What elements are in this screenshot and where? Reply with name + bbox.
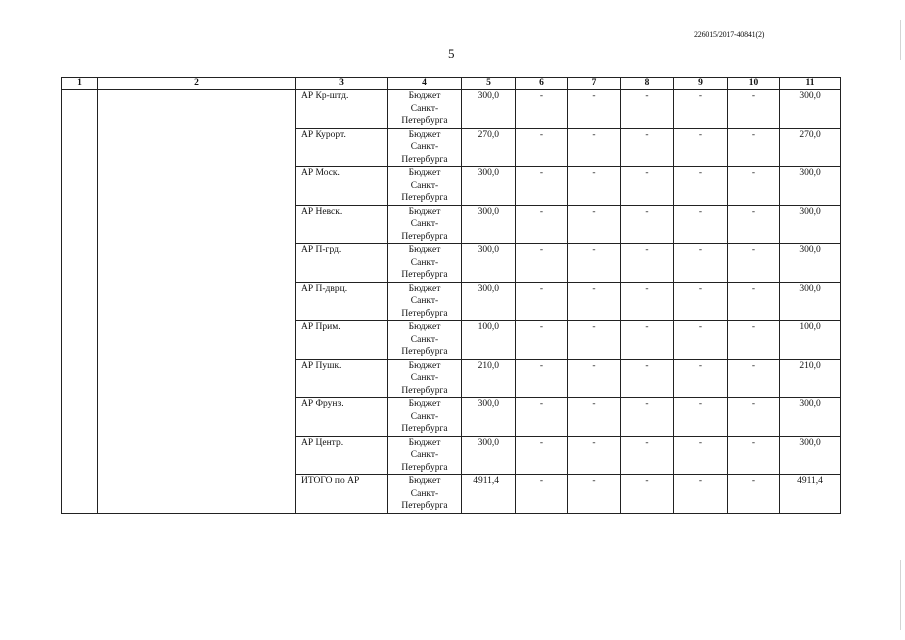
- funding-source-line: Петербурга: [401, 193, 448, 203]
- district-cell: АР Кр-штд.: [296, 90, 388, 129]
- empty-value-cell: -: [516, 244, 568, 283]
- funding-source-cell: [388, 90, 462, 129]
- amount-cell: 300,0: [462, 90, 516, 129]
- empty-value-cell: -: [674, 128, 728, 167]
- funding-source-line: Бюджет: [408, 283, 441, 294]
- empty-value-cell: -: [516, 205, 568, 244]
- amount-cell: 300,0: [462, 205, 516, 244]
- funding-source-line: Санкт-: [410, 411, 439, 422]
- empty-value-cell: -: [728, 205, 780, 244]
- funding-source-cell: [388, 167, 462, 206]
- total-cell: 300,0: [780, 244, 841, 283]
- funding-source-cell: [388, 321, 462, 360]
- funding-source-line: Бюджет: [408, 360, 441, 371]
- funding-source-cell: [388, 205, 462, 244]
- empty-value-cell: -: [568, 436, 621, 475]
- scan-edge-mark: [900, 20, 901, 60]
- district-cell: АР Прим.: [296, 321, 388, 360]
- empty-value-cell: -: [674, 436, 728, 475]
- funding-source-line: Бюджет: [408, 206, 441, 217]
- district-cell: АР Невск.: [296, 205, 388, 244]
- empty-value-cell: -: [728, 90, 780, 129]
- funding-source-line: Петербурга: [401, 347, 448, 357]
- funding-source-line: Бюджет: [408, 245, 441, 255]
- empty-value-cell: -: [516, 128, 568, 167]
- funding-source-cell: [388, 475, 462, 514]
- empty-value-cell: -: [568, 398, 621, 437]
- empty-value-cell: -: [621, 90, 674, 129]
- funding-source-line: Санкт-: [410, 334, 439, 345]
- funding-source-line: Бюджет: [408, 322, 441, 332]
- table-header-row: [62, 78, 841, 90]
- funding-source-cell: [388, 244, 462, 283]
- merged-cell-col-1: [62, 90, 98, 514]
- total-cell: 300,0: [780, 90, 841, 129]
- district-cell: АР Центр.: [296, 436, 388, 475]
- empty-value-cell: -: [568, 128, 621, 167]
- empty-value-cell: -: [621, 244, 674, 283]
- district-cell: АР Курорт.: [296, 128, 388, 167]
- district-cell: АР Пушк.: [296, 359, 388, 398]
- amount-cell: 300,0: [462, 282, 516, 321]
- header-col-11: 11: [780, 78, 841, 90]
- empty-value-cell: -: [621, 436, 674, 475]
- funding-source-line: Санкт-: [410, 296, 439, 306]
- empty-value-cell: -: [568, 244, 621, 283]
- empty-value-cell: -: [728, 244, 780, 283]
- empty-value-cell: -: [516, 475, 568, 514]
- empty-value-cell: -: [621, 282, 674, 321]
- amount-cell: 100,0: [462, 321, 516, 360]
- funding-source-line: Санкт-: [410, 180, 439, 191]
- empty-value-cell: -: [728, 436, 780, 475]
- funding-source-line: Санкт-: [410, 373, 439, 383]
- funding-source-cell: [388, 282, 462, 321]
- budget-table: [61, 77, 841, 514]
- total-cell: 270,0: [780, 128, 841, 167]
- funding-source-line: Петербурга: [401, 116, 448, 126]
- total-cell: 210,0: [780, 359, 841, 398]
- empty-value-cell: -: [728, 475, 780, 514]
- district-cell: ИТОГО по АР: [296, 475, 388, 514]
- empty-value-cell: -: [621, 398, 674, 437]
- funding-source-cell: [388, 398, 462, 437]
- empty-value-cell: -: [674, 90, 728, 129]
- header-col-7: 7: [568, 78, 621, 90]
- funding-source-line: Петербурга: [401, 308, 448, 319]
- district-cell: АР П-дврц.: [296, 282, 388, 321]
- empty-value-cell: -: [728, 128, 780, 167]
- empty-value-cell: -: [568, 321, 621, 360]
- amount-cell: 300,0: [462, 398, 516, 437]
- empty-value-cell: -: [516, 359, 568, 398]
- empty-value-cell: -: [621, 321, 674, 360]
- empty-value-cell: -: [674, 321, 728, 360]
- empty-value-cell: -: [674, 244, 728, 283]
- funding-source-line: Санкт-: [410, 103, 439, 114]
- empty-value-cell: -: [568, 205, 621, 244]
- amount-cell: 210,0: [462, 359, 516, 398]
- header-col-9: 9: [674, 78, 728, 90]
- empty-value-cell: -: [674, 398, 728, 437]
- header-col-4: 4: [388, 78, 462, 90]
- empty-value-cell: -: [568, 167, 621, 206]
- total-cell: 300,0: [780, 167, 841, 206]
- funding-source-line: Бюджет: [408, 91, 441, 101]
- empty-value-cell: -: [516, 90, 568, 129]
- funding-source-line: Санкт-: [410, 257, 439, 268]
- document-id: 226015/2017-40841(2): [694, 30, 765, 39]
- empty-value-cell: -: [621, 167, 674, 206]
- funding-source-line: Петербурга: [401, 231, 448, 242]
- funding-source-line: Бюджет: [408, 476, 441, 486]
- empty-value-cell: -: [621, 205, 674, 244]
- header-col-3: 3: [296, 78, 388, 90]
- amount-cell: 4911,4: [462, 475, 516, 514]
- funding-source-line: Санкт-: [410, 142, 439, 152]
- empty-value-cell: -: [728, 321, 780, 360]
- empty-value-cell: -: [621, 475, 674, 514]
- empty-value-cell: -: [516, 321, 568, 360]
- empty-value-cell: -: [516, 167, 568, 206]
- total-cell: 4911,4: [780, 475, 841, 514]
- header-col-8: 8: [621, 78, 674, 90]
- empty-value-cell: -: [568, 90, 621, 129]
- funding-source-line: Петербурга: [401, 270, 448, 280]
- empty-value-cell: -: [674, 167, 728, 206]
- empty-value-cell: -: [674, 359, 728, 398]
- funding-source-cell: [388, 359, 462, 398]
- empty-value-cell: -: [621, 128, 674, 167]
- header-col-1: 1: [62, 78, 98, 90]
- empty-value-cell: -: [728, 282, 780, 321]
- header-col-10: 10: [728, 78, 780, 90]
- funding-source-line: Бюджет: [408, 399, 441, 409]
- total-cell: 100,0: [780, 321, 841, 360]
- total-cell: 300,0: [780, 282, 841, 321]
- funding-source-line: Бюджет: [408, 437, 441, 448]
- empty-value-cell: -: [728, 398, 780, 437]
- table-row: [62, 90, 841, 129]
- empty-value-cell: -: [621, 359, 674, 398]
- funding-source-line: Санкт-: [410, 219, 439, 229]
- total-cell: 300,0: [780, 398, 841, 437]
- amount-cell: 270,0: [462, 128, 516, 167]
- funding-source-line: Петербурга: [401, 385, 448, 396]
- total-cell: 300,0: [780, 205, 841, 244]
- funding-source-line: Бюджет: [408, 129, 441, 140]
- funding-source-line: Бюджет: [408, 168, 441, 178]
- funding-source-line: Петербурга: [401, 501, 448, 511]
- funding-source-line: Петербурга: [401, 462, 448, 473]
- funding-source-line: Петербурга: [401, 424, 448, 434]
- amount-cell: 300,0: [462, 244, 516, 283]
- empty-value-cell: -: [674, 475, 728, 514]
- funding-source-line: Петербурга: [401, 154, 448, 165]
- amount-cell: 300,0: [462, 436, 516, 475]
- funding-source-line: Санкт-: [410, 450, 439, 460]
- empty-value-cell: -: [728, 167, 780, 206]
- total-cell: 300,0: [780, 436, 841, 475]
- empty-value-cell: -: [568, 282, 621, 321]
- header-col-6: 6: [516, 78, 568, 90]
- empty-value-cell: -: [674, 205, 728, 244]
- page-number: 5: [448, 46, 455, 61]
- empty-value-cell: -: [516, 436, 568, 475]
- district-cell: АР Моск.: [296, 167, 388, 206]
- funding-source-line: Санкт-: [410, 488, 439, 499]
- funding-source-cell: [388, 128, 462, 167]
- empty-value-cell: -: [568, 359, 621, 398]
- header-col-5: 5: [462, 78, 516, 90]
- empty-value-cell: -: [568, 475, 621, 514]
- scan-edge-mark: [900, 560, 901, 630]
- district-cell: АР Фрунз.: [296, 398, 388, 437]
- empty-value-cell: -: [516, 398, 568, 437]
- amount-cell: 300,0: [462, 167, 516, 206]
- district-cell: АР П-грд.: [296, 244, 388, 283]
- merged-cell-col-2: [98, 90, 296, 514]
- empty-value-cell: -: [728, 359, 780, 398]
- empty-value-cell: -: [516, 282, 568, 321]
- funding-source-cell: [388, 436, 462, 475]
- empty-value-cell: -: [674, 282, 728, 321]
- header-col-2: 2: [98, 78, 296, 90]
